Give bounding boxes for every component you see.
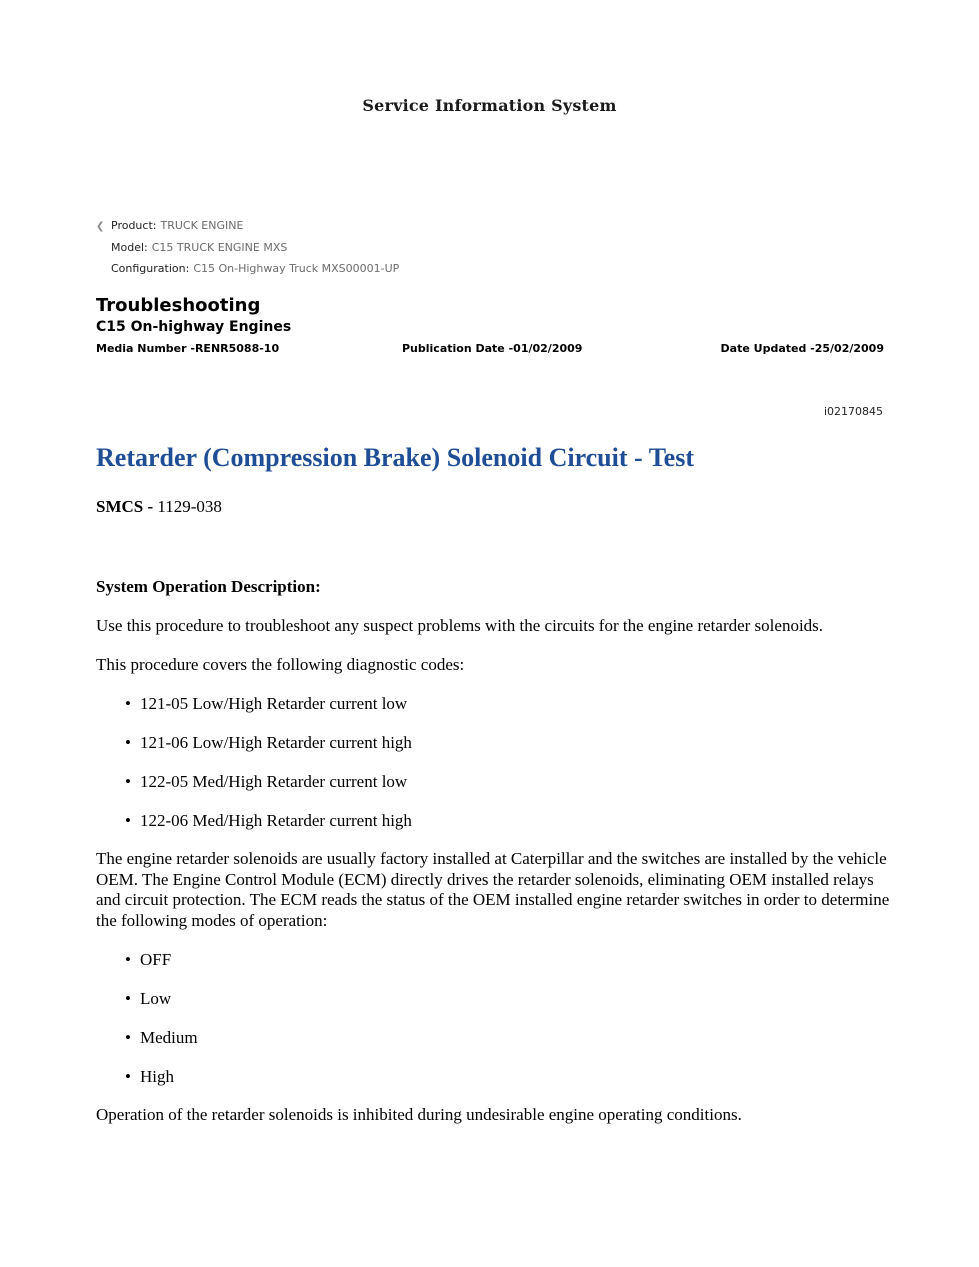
list-item-text: 121-06 Low/High Retarder current high	[140, 733, 412, 752]
smcs-line	[96, 497, 222, 517]
list-item	[125, 733, 412, 753]
doc-subtitle: C15 On-highway Engines	[96, 319, 292, 335]
paragraph: Operation of the retarder solenoids is inhibited during undesirable engine operating conditions.	[96, 1105, 742, 1124]
doc-id: i02170845	[823, 405, 883, 418]
bullet-icon: •	[125, 1067, 131, 1086]
config-value: C15 On-Highway Truck MXS00001-UP	[193, 262, 400, 275]
bullet-icon: •	[125, 811, 131, 830]
list-item-text: 121-05 Low/High Retarder current low	[140, 694, 408, 713]
list-item-text: High	[140, 1067, 174, 1086]
list-item	[125, 1067, 174, 1087]
list-item	[125, 1028, 198, 1048]
system-title: Service Information System	[362, 96, 617, 115]
model-value: C15 TRUCK ENGINE MXS	[151, 241, 288, 254]
paragraph: Use this procedure to troubleshoot any suspect problems with the circuits for the engine retarder solenoids.	[96, 616, 824, 635]
publication-date: Publication Date -01/02/2009	[402, 342, 583, 355]
list-item-text: Medium	[140, 1028, 198, 1047]
config-row	[96, 258, 399, 279]
bullet-icon: •	[125, 950, 131, 969]
product-meta	[96, 215, 399, 279]
list-item	[125, 950, 171, 970]
bullet-icon: •	[125, 1028, 131, 1047]
bullet-icon: •	[125, 989, 131, 1008]
product-value: TRUCK ENGINE	[160, 219, 244, 232]
media-number: Media Number -RENR5088-10	[96, 342, 280, 355]
list-item-text: 122-06 Med/High Retarder current high	[140, 811, 412, 830]
section-heading: System Operation Description:	[96, 577, 321, 596]
doc-title: Troubleshooting	[96, 295, 261, 316]
date-updated: Date Updated -25/02/2009	[720, 342, 884, 355]
bullet-icon: •	[125, 772, 131, 791]
product-label: Product:	[111, 219, 157, 232]
list-item	[125, 772, 407, 792]
smcs-label: SMCS -	[96, 497, 154, 516]
chevron-left-icon[interactable]: ❮	[96, 221, 105, 232]
article-title: Retarder (Compression Brake) Solenoid Circuit - Test	[96, 443, 694, 472]
list-item-text: 122-05 Med/High Retarder current low	[140, 772, 408, 791]
paragraph: This procedure covers the following diagnostic codes:	[96, 655, 465, 674]
smcs-value: 1129-038	[157, 497, 222, 516]
bullet-icon: •	[125, 694, 131, 713]
list-item	[125, 694, 407, 714]
list-item-text: OFF	[140, 950, 172, 969]
paragraph: The engine retarder solenoids are usually factory installed at Caterpillar and the switches are installed by the vehicle OEM. The Engine Control Module (ECM) directly drives the retarder solenoids, eliminating OEM installed relays and circuit protection. The ECM reads the status of the OEM installed engine retarder switches in order to determine the following modes of operation:	[96, 849, 890, 930]
list-item	[125, 989, 171, 1009]
model-row	[96, 237, 399, 258]
model-label: Model:	[111, 241, 148, 254]
list-item	[125, 811, 412, 831]
list-item-text: Low	[140, 989, 172, 1008]
config-label: Configuration:	[111, 262, 190, 275]
bullet-icon: •	[125, 733, 131, 752]
product-row	[96, 215, 399, 237]
